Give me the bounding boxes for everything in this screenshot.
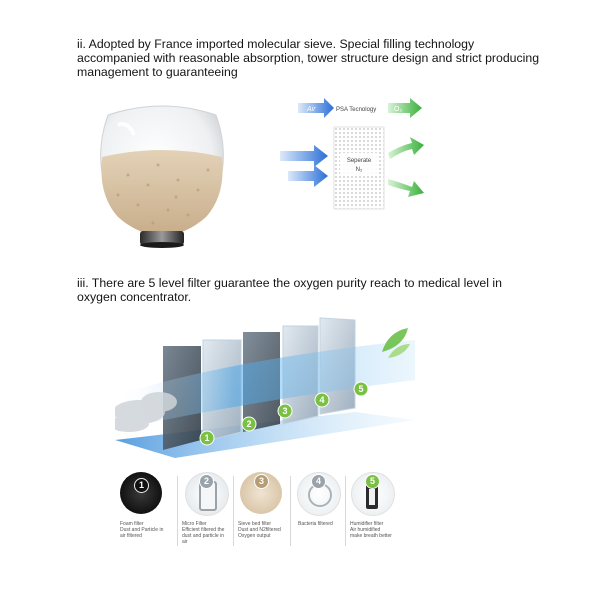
five-level-filter-illustration bbox=[115, 300, 415, 460]
inflow-arrow-icon bbox=[280, 145, 328, 167]
molecular-sieve-jar-image bbox=[88, 95, 236, 255]
svg-text:3: 3 bbox=[282, 406, 288, 416]
svg-text:4: 4 bbox=[319, 395, 325, 405]
filter-number-badge: 2 bbox=[199, 474, 214, 489]
filter-number-badge: 4 bbox=[311, 474, 326, 489]
air-label: Air bbox=[307, 106, 316, 113]
oxygen-label: O₂ bbox=[394, 106, 403, 113]
filter-number-badge: 1 bbox=[134, 478, 149, 493]
sieve-bed-filter-caption: Sieve bed filter Dust and N2filtered Oxygen output bbox=[238, 521, 281, 539]
paragraph-line: iii. There are 5 level filter guarantee the oxygen purity reach to medical level in bbox=[77, 276, 502, 290]
filter-number-badge: 5 bbox=[365, 474, 380, 489]
paragraph-line: accompanied with reasonable absorption, tower structure design and strict producing bbox=[77, 51, 540, 65]
paragraph-line: management to guaranteeing bbox=[77, 65, 238, 79]
air-arrow-icon bbox=[298, 98, 334, 118]
psa-technology-diagram bbox=[278, 95, 438, 215]
inflow-arrow-icon bbox=[288, 165, 328, 187]
divider bbox=[290, 476, 291, 546]
bacteria-filter-caption: Bacteria filtered bbox=[298, 521, 333, 527]
humidifier-filter-caption: Humidifier filter Air humidified make breath better bbox=[350, 521, 392, 539]
foam-filter-caption: Foam filter Dust and Particle in air filtered bbox=[120, 521, 164, 539]
nitrogen-label: N₂ bbox=[355, 167, 363, 173]
micro-filter-caption: Micro Filter Efficient filtered the dust and particle in air bbox=[182, 521, 225, 545]
divider bbox=[345, 476, 346, 546]
paragraph-line: oxygen concentrator. bbox=[77, 290, 192, 304]
filter-number-badge: 3 bbox=[254, 474, 269, 489]
svg-text:1: 1 bbox=[204, 433, 210, 443]
separate-label: Seperate bbox=[346, 158, 372, 164]
svg-text:5: 5 bbox=[358, 384, 364, 394]
divider bbox=[233, 476, 234, 546]
leaf-icon bbox=[378, 322, 414, 362]
svg-text:2: 2 bbox=[246, 419, 252, 429]
outflow-arrow-icon bbox=[388, 179, 424, 197]
divider bbox=[177, 476, 178, 546]
outflow-arrow-icon bbox=[388, 137, 424, 159]
psa-technology-label: PSA Tecnology bbox=[336, 107, 377, 113]
paragraph-line: ii. Adopted by France imported molecular sieve. Special filling technology bbox=[77, 37, 475, 51]
paragraph-molecular-sieve bbox=[77, 37, 557, 79]
